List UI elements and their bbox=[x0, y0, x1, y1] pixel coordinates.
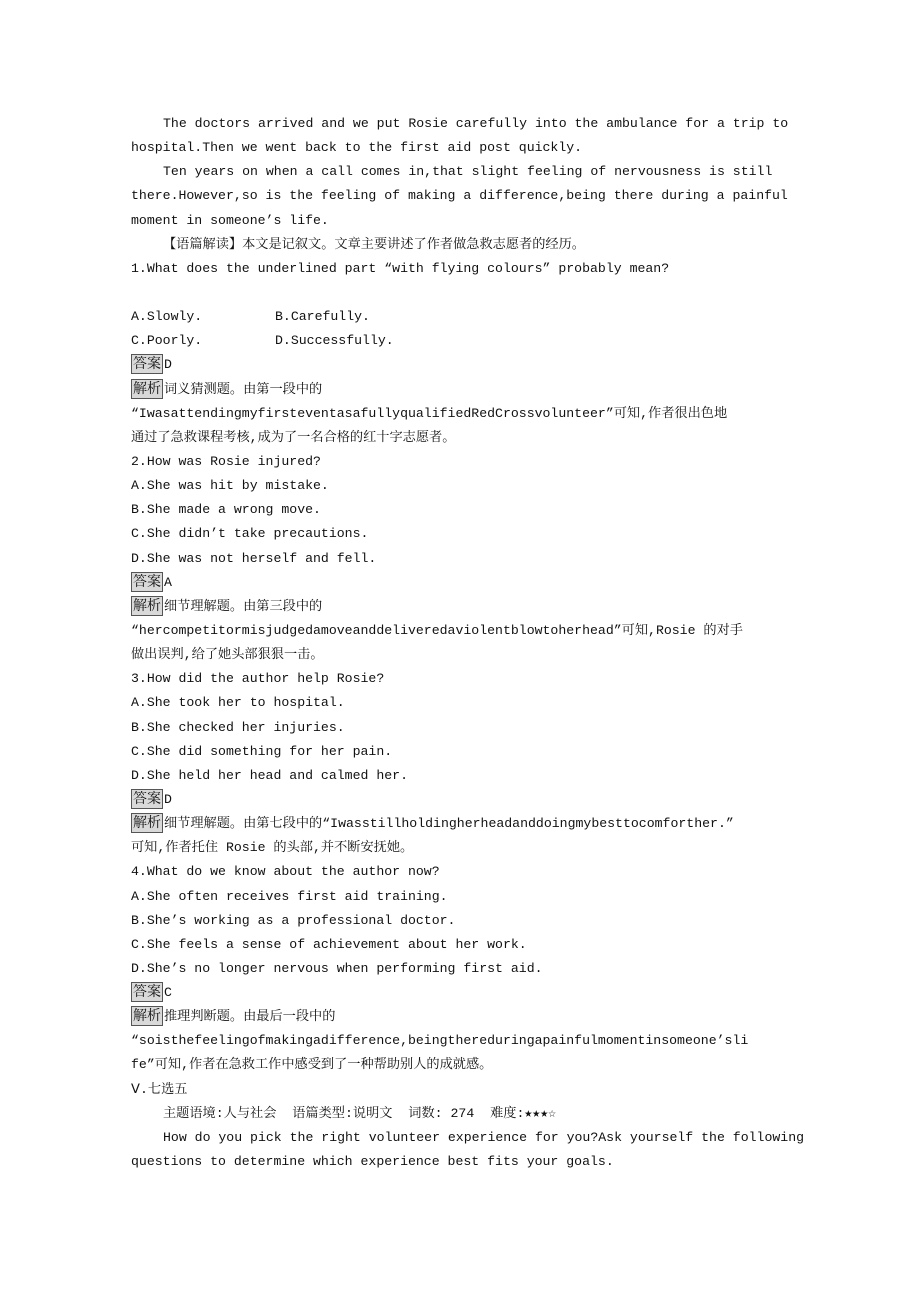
question-stem: 4.What do we know about the author now? bbox=[131, 864, 440, 880]
explanation-line bbox=[131, 643, 801, 667]
answer-value: A bbox=[164, 574, 172, 590]
explanation-line bbox=[131, 426, 801, 450]
explanation-line bbox=[131, 619, 801, 643]
explain-label: 解析 bbox=[133, 597, 161, 614]
answer-line bbox=[131, 353, 801, 377]
explain-label: 解析 bbox=[133, 815, 161, 832]
passage-analysis: 【语篇解读】本文是记叙文。文章主要讲述了作者做急救志愿者的经历。 bbox=[163, 236, 585, 252]
explanation-line bbox=[131, 812, 801, 836]
explain-label: 解析 bbox=[133, 380, 161, 397]
answer-label: 答案 bbox=[133, 573, 161, 590]
question-stem: 2.How was Rosie injured? bbox=[131, 453, 321, 469]
explanation-line bbox=[131, 836, 801, 860]
explanation-text: 词义猜测题。由第一段中的 bbox=[164, 381, 323, 397]
explanation-text: fe”可知,作者在急救工作中感受到了一种帮助别人的成就感。 bbox=[131, 1057, 493, 1073]
passage-line: moment in someone’s life. bbox=[131, 212, 329, 228]
options-row bbox=[131, 329, 801, 353]
option-3: D.Successfully. bbox=[275, 333, 394, 349]
explanation-text: “hercompetitormisjudgedamoveanddeliveredaviolentblowtoherhead”可知,Rosie 的对手 bbox=[131, 622, 743, 638]
answer-value: D bbox=[164, 791, 172, 807]
answer-line bbox=[131, 788, 801, 812]
explanation-line bbox=[131, 595, 801, 619]
question-stem: 3.How did the author help Rosie? bbox=[131, 671, 385, 687]
option-1: B.She’s working as a professional doctor. bbox=[131, 912, 456, 928]
section-title: Ⅴ.七选五 bbox=[131, 1081, 188, 1097]
passage-line: hospital.Then we went back to the first aid post quickly. bbox=[131, 140, 583, 156]
explanation-text: 细节理解题。由第七段中的“Iwasstillholdingherheadanddoingmybesttocomforther.” bbox=[164, 816, 734, 832]
document-content bbox=[131, 112, 805, 1174]
option-1: B.She checked her injuries. bbox=[131, 719, 345, 735]
passage-line: The doctors arrived and we put Rosie carefully into the ambulance for a trip to bbox=[163, 116, 789, 131]
explain-label: 解析 bbox=[133, 1008, 161, 1025]
passage-line: there.However,so is the feeling of making a difference,being there during a painful bbox=[131, 188, 788, 204]
option-3: D.She’s no longer nervous when performing first aid. bbox=[131, 960, 543, 976]
option-3: D.She was not herself and fell. bbox=[131, 550, 377, 566]
option-3: D.She held her head and calmed her. bbox=[131, 767, 408, 783]
option-2: C.She did something for her pain. bbox=[131, 743, 393, 759]
explanation-line bbox=[131, 1005, 801, 1029]
passage-line: Ten years on when a call comes in,that slight feeling of nervousness is still bbox=[163, 164, 773, 180]
option-2: C.Poorly. bbox=[131, 333, 203, 349]
answer-value: D bbox=[164, 357, 172, 373]
question-stem: 1.What does the underlined part “with flying colours” probably mean? bbox=[131, 260, 670, 276]
option-2: C.She feels a sense of achievement about her work. bbox=[131, 936, 527, 952]
answer-value: C bbox=[164, 985, 172, 1001]
answer-label: 答案 bbox=[133, 984, 161, 1001]
option-0: A.She took her to hospital. bbox=[131, 695, 345, 711]
explanation-text: 细节理解题。由第三段中的 bbox=[164, 598, 323, 614]
explanation-text: 通过了急救课程考核,成为了一名合格的红十字志愿者。 bbox=[131, 429, 456, 445]
section-intro: How do you pick the right volunteer experience for you?Ask yourself the following bbox=[163, 1129, 805, 1145]
option-1: B.Carefully. bbox=[275, 309, 370, 325]
option-0: A.Slowly. bbox=[131, 309, 203, 325]
section-meta: 主题语境:人与社会 语篇类型:说明文 词数: 274 难度:★★★☆ bbox=[163, 1105, 557, 1121]
options-row bbox=[131, 305, 801, 329]
option-2: C.She didn’t take precautions. bbox=[131, 526, 369, 542]
option-1: B.She made a wrong move. bbox=[131, 502, 321, 518]
explanation-text: 可知,作者托住 Rosie 的头部,并不断安抚她。 bbox=[131, 840, 414, 856]
option-0: A.She was hit by mistake. bbox=[131, 478, 329, 494]
answer-line bbox=[131, 981, 801, 1005]
explanation-text: “IwasattendingmyfirsteventasafullyqualifiedRedCrossvolunteer”可知,作者很出色地 bbox=[131, 405, 728, 421]
explanation-line bbox=[131, 378, 801, 402]
explanation-line bbox=[131, 402, 801, 426]
answer-label: 答案 bbox=[133, 356, 161, 373]
option-0: A.She often receives first aid training. bbox=[131, 888, 448, 904]
explanation-text: “soisthefeelingofmakingadifference,beingthereduringapainfulmomentinsomeone’sli bbox=[131, 1033, 749, 1049]
explanation-text: 做出误判,给了她头部狠狠一击。 bbox=[131, 647, 324, 663]
explanation-text: 推理判断题。由最后一段中的 bbox=[164, 1009, 336, 1025]
explanation-line bbox=[131, 1029, 801, 1053]
explanation-line bbox=[131, 1053, 801, 1077]
section-intro: questions to determine which experience best fits your goals. bbox=[131, 1154, 614, 1170]
answer-label: 答案 bbox=[133, 790, 161, 807]
answer-line bbox=[131, 571, 801, 595]
blank-line bbox=[131, 281, 801, 305]
